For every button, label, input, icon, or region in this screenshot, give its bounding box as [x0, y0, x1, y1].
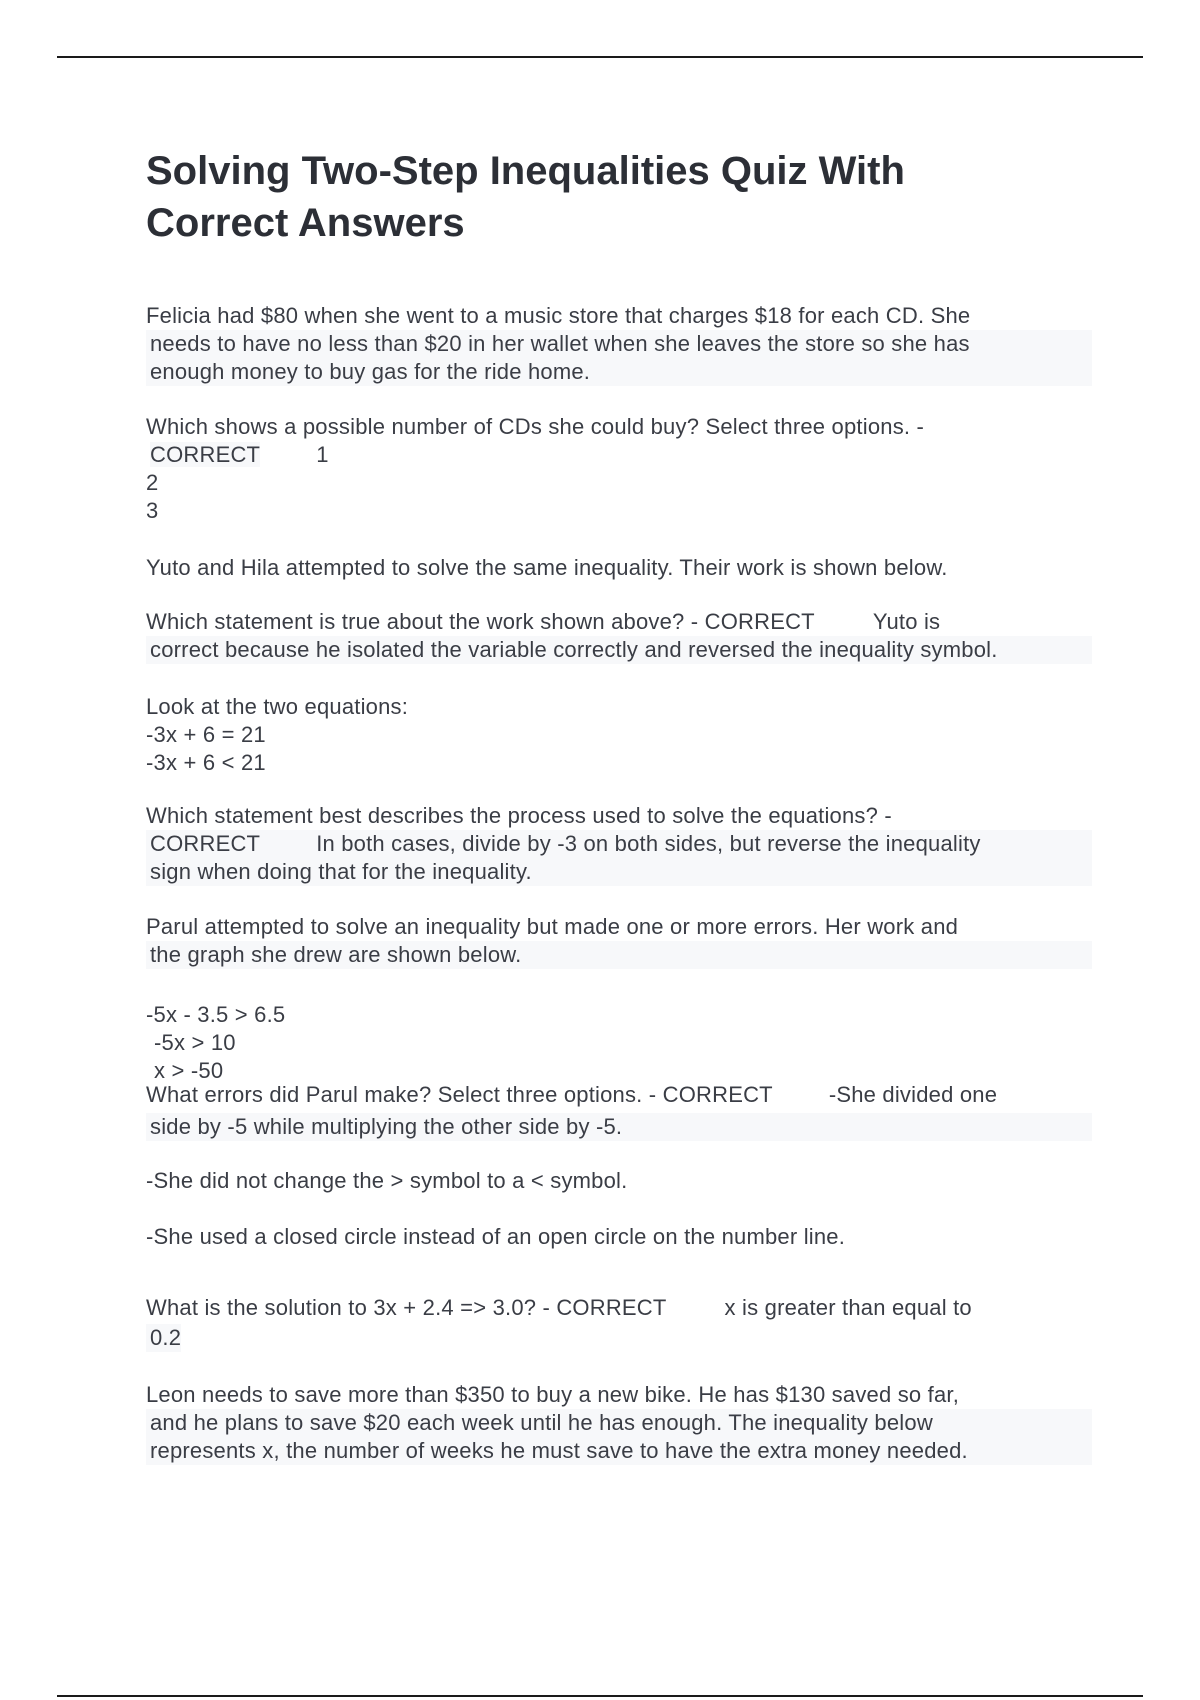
answer-text: In both cases, divide by -3 on both sides, but reverse the inequality — [316, 831, 981, 856]
text-line — [146, 1081, 1092, 1109]
answer-text: Yuto is — [872, 609, 941, 634]
question-parul — [146, 913, 1092, 969]
question-leon — [146, 1381, 1092, 1465]
text-line: side by -5 while multiplying the other side by -5. — [146, 1113, 1092, 1141]
answer-text: x is greater than equal to — [724, 1295, 972, 1320]
document-body — [146, 145, 1092, 1463]
question-parul-errors — [146, 1001, 1092, 1251]
top-rule — [57, 56, 1143, 58]
question-text: What errors did Parul make? Select three options. - CORRECT — [146, 1082, 773, 1107]
equation: -3x + 6 = 21 — [146, 722, 266, 747]
answer-text: -She used a closed circle instead of an open circle on the number line. — [146, 1224, 846, 1249]
text-line: Leon needs to save more than $350 to buy a new bike. He has $130 saved so far, — [146, 1382, 960, 1407]
question-process — [146, 802, 1092, 886]
question-text: What is the solution to 3x + 2.4 => 3.0? - CORRECT — [146, 1295, 667, 1320]
answer-text: 0.2 — [146, 1324, 181, 1352]
text-line: sign when doing that for the inequality. — [146, 858, 1092, 886]
text-line — [146, 608, 1092, 636]
page-title — [146, 145, 1092, 249]
work-line: x > -50 — [154, 1058, 224, 1083]
text-line: Parul attempted to solve an inequality but made one or more errors. Her work and — [146, 914, 959, 939]
answer-line — [146, 830, 1092, 858]
text-line: enough money to buy gas for the ride home. — [146, 358, 1092, 386]
question-felicia — [146, 302, 1092, 386]
text-line: needs to have no less than $20 in her wallet when she leaves the store so she has — [146, 330, 1092, 358]
text-line — [146, 1294, 1092, 1322]
correct-label: CORRECT — [150, 831, 261, 856]
work-line: -5x - 3.5 > 6.5 — [146, 1002, 286, 1027]
title-line-2: Correct Answers — [146, 201, 465, 245]
work-line: -5x > 10 — [154, 1030, 236, 1055]
answer-option: 3 — [146, 498, 159, 523]
text-line: Felicia had $80 when she went to a music store that charges $18 for each CD. She — [146, 303, 971, 328]
answer-option: 2 — [146, 470, 159, 495]
answer-text: -She divided one — [828, 1082, 998, 1107]
equation: -3x + 6 < 21 — [146, 750, 266, 775]
question-text: Which statement is true about the work shown above? - CORRECT — [146, 609, 815, 634]
answer-line — [146, 441, 1092, 469]
text-line: the graph she drew are shown below. — [146, 941, 1092, 969]
answer-option: 1 — [316, 442, 329, 467]
text-line: Which statement best describes the process used to solve the equations? - — [146, 803, 892, 828]
text-line: Yuto and Hila attempted to solve the same inequality. Their work is shown below. — [146, 555, 948, 580]
text-line: Look at the two equations: — [146, 694, 409, 719]
text-line: Which shows a possible number of CDs she could buy? Select three options. - — [146, 414, 925, 439]
text-line: and he plans to save $20 each week until he has enough. The inequality below — [146, 1409, 1092, 1437]
question-cds — [146, 413, 1092, 525]
correct-label: CORRECT — [150, 442, 261, 467]
question-yuto-hila — [146, 554, 1092, 582]
bottom-rule — [57, 1695, 1143, 1697]
answer-text: -She did not change the > symbol to a < symbol. — [146, 1168, 628, 1193]
question-two-equations — [146, 693, 1092, 777]
title-line-1: Solving Two-Step Inequalities Quiz With — [146, 149, 905, 193]
question-work-statement — [146, 608, 1092, 664]
question-solution — [146, 1294, 1092, 1352]
text-line: represents x, the number of weeks he must save to have the extra money needed. — [146, 1437, 1092, 1465]
text-line: correct because he isolated the variable correctly and reversed the inequality symbol. — [146, 636, 1092, 664]
